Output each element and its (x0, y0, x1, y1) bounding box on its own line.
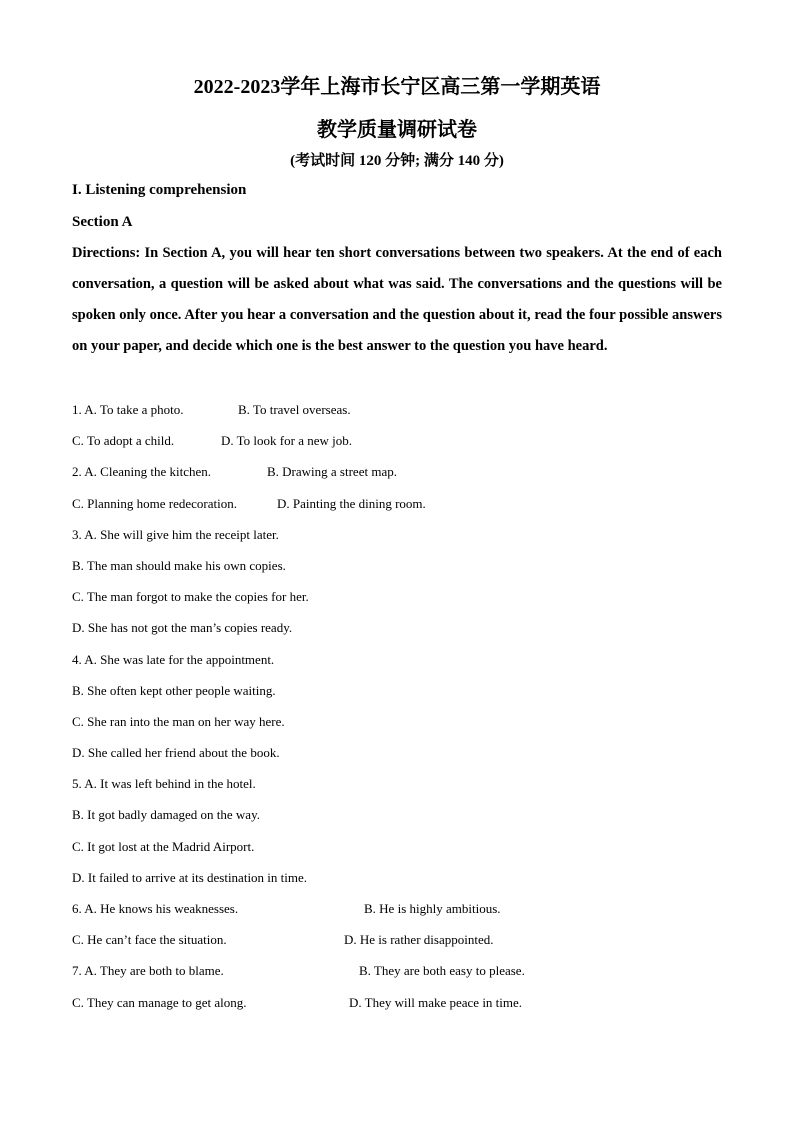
option-line-9 (72, 646, 722, 677)
option-line-14 (72, 801, 722, 832)
option-right: B. To travel overseas. (238, 402, 351, 417)
section-heading: Section A (72, 214, 133, 230)
option-line-8 (72, 614, 722, 645)
option-line-19 (72, 957, 722, 988)
option-right: B. They are both easy to please. (359, 963, 525, 979)
option-left: C. Planning home redecoration. (72, 495, 237, 511)
option-left: D. She has not got the man’s copies ready. (72, 620, 293, 636)
option-line-6 (72, 552, 722, 583)
option-left: C. He can’t face the situation. (72, 932, 227, 948)
option-left: C. It got lost at the Madrid Airport. (72, 838, 255, 854)
option-line-2 (72, 427, 722, 458)
option-line-3 (72, 458, 722, 489)
option-left: 6. A. He knows his weaknesses. (72, 901, 239, 916)
option-left: 3. A. She will give him the receipt later. (72, 526, 279, 542)
option-left: B. It got badly damaged on the way. (72, 807, 260, 823)
option-right: B. Drawing a street map. (267, 464, 397, 480)
option-left: C. To adopt a child. (72, 433, 175, 449)
option-left: D. She called her friend about the book. (72, 745, 280, 761)
option-line-7 (72, 583, 722, 614)
option-left: 5. A. It was left behind in the hotel. (72, 776, 256, 792)
option-left: B. She often kept other people waiting. (72, 682, 276, 698)
option-left: 2. A. Cleaning the kitchen. (72, 464, 212, 480)
option-right: D. Painting the dining room. (277, 495, 426, 511)
option-left: 4. A. She was late for the appointment. (72, 651, 275, 667)
option-line-5 (72, 521, 722, 552)
exam-info: (考试时间 120 分钟; 满分 140 分) (290, 153, 504, 169)
part-heading: I. Listening comprehension (72, 182, 247, 198)
option-left: D. It failed to arrive at its destination in time. (72, 869, 308, 885)
option-line-11 (72, 708, 722, 739)
exam-title-line1: 2022-2023学年上海市长宁区高三第一学期英语 (193, 76, 601, 98)
option-right: D. He is rather disappointed. (344, 932, 494, 948)
option-right: D. To look for a new job. (221, 433, 352, 449)
option-line-4 (72, 490, 722, 521)
exam-title-line2: 教学质量调研试卷 (317, 119, 477, 141)
option-left: C. They can manage to get along. (72, 994, 247, 1010)
option-right: D. They will make peace in time. (349, 994, 523, 1010)
option-line-1 (72, 396, 722, 427)
option-line-18 (72, 926, 722, 957)
option-line-15 (72, 833, 722, 864)
option-right: B. He is highly ambitious. (364, 901, 501, 916)
option-line-17 (72, 895, 722, 926)
option-line-13 (72, 770, 722, 801)
option-left: 7. A. They are both to blame. (72, 963, 224, 979)
option-line-16 (72, 864, 722, 895)
option-line-20 (72, 989, 722, 1020)
option-left: C. The man forgot to make the copies for her. (72, 589, 309, 605)
answer-options (72, 396, 722, 1020)
option-left: B. The man should make his own copies. (72, 557, 286, 573)
directions-paragraph: Directions: In Section A, you will hear ten short conversations between two speakers. At the end of each conversation, a question will be asked about what was said. The conversations and the questions will be spoken only once. After you hear a conversation and the question about it, read the four possible answers on your paper, and decide which one is the best answer to the question you have heard. (72, 245, 722, 354)
option-left: C. She ran into the man on her way here. (72, 713, 285, 729)
option-line-12 (72, 739, 722, 770)
option-left: 1. A. To take a photo. (72, 402, 184, 417)
option-line-10 (72, 677, 722, 708)
